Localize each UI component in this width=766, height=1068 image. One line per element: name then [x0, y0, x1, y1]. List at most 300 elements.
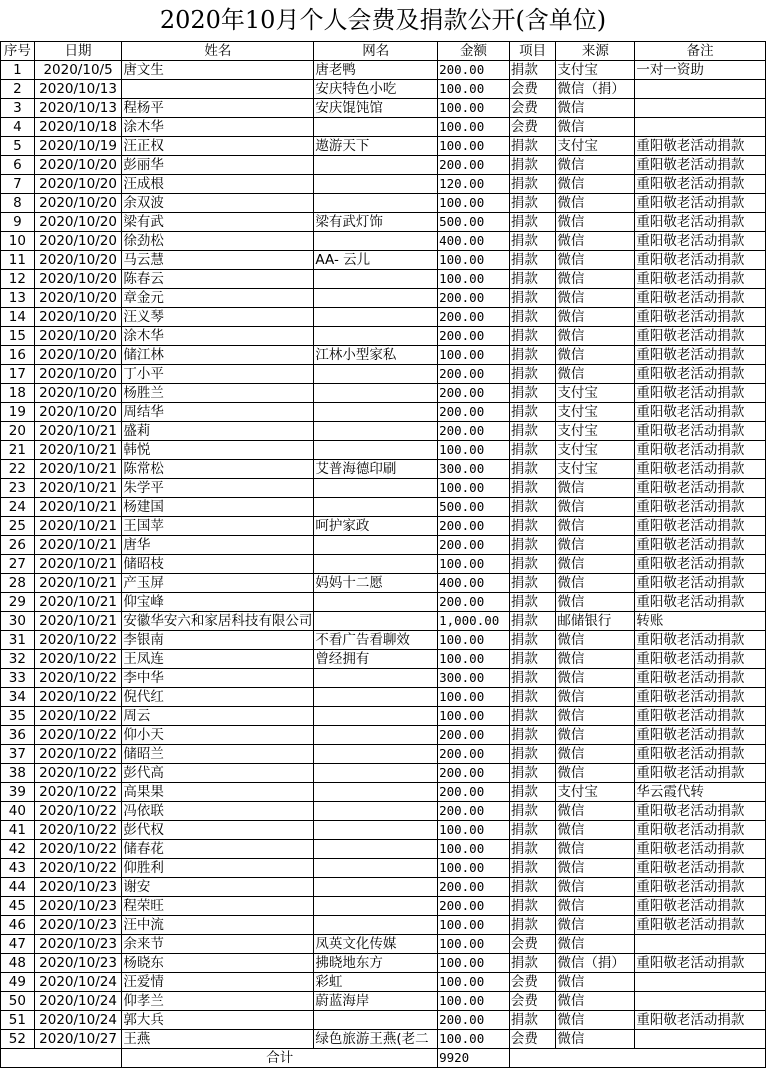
source-cell: 微信	[556, 118, 635, 137]
note-cell: 重阳敬老活动捐款	[635, 441, 766, 460]
seq-cell: 51	[1, 1011, 35, 1030]
item-cell: 会费	[509, 992, 556, 1011]
amount-cell: 400.00	[438, 232, 510, 251]
table-row	[1, 194, 766, 213]
item-cell: 会费	[509, 935, 556, 954]
header-row	[1, 42, 766, 61]
date-cell: 2020/10/24	[34, 1011, 122, 1030]
name-cell: 冯依联	[122, 802, 314, 821]
source-cell: 微信	[556, 1011, 635, 1030]
date-cell: 2020/10/13	[34, 80, 122, 99]
seq-cell: 38	[1, 764, 35, 783]
item-cell: 捐款	[509, 669, 556, 688]
item-cell: 捐款	[509, 61, 556, 80]
note-cell	[635, 80, 766, 99]
seq-cell: 9	[1, 213, 35, 232]
source-cell: 邮储银行	[556, 612, 635, 631]
note-cell: 重阳敬老活动捐款	[635, 650, 766, 669]
date-cell: 2020/10/21	[34, 479, 122, 498]
item-cell: 捐款	[509, 802, 556, 821]
seq-cell: 5	[1, 137, 35, 156]
name-cell: 周云	[122, 707, 314, 726]
name-cell: 储昭枝	[122, 555, 314, 574]
note-cell: 重阳敬老活动捐款	[635, 878, 766, 897]
note-cell: 重阳敬老活动捐款	[635, 859, 766, 878]
source-cell: 微信	[556, 916, 635, 935]
note-cell: 重阳敬老活动捐款	[635, 346, 766, 365]
amount-cell: 200.00	[438, 745, 510, 764]
nickname-cell	[314, 479, 438, 498]
item-cell: 捐款	[509, 593, 556, 612]
nickname-cell: 妈妈十二愿	[314, 574, 438, 593]
total-row	[1, 1049, 766, 1068]
table-row	[1, 384, 766, 403]
table-row	[1, 327, 766, 346]
table-row	[1, 707, 766, 726]
item-cell: 捐款	[509, 175, 556, 194]
table-row	[1, 441, 766, 460]
seq-cell: 48	[1, 954, 35, 973]
item-cell: 捐款	[509, 232, 556, 251]
amount-cell: 100.00	[438, 821, 510, 840]
source-cell: 微信	[556, 821, 635, 840]
source-cell: 微信	[556, 935, 635, 954]
seq-cell: 10	[1, 232, 35, 251]
note-cell: 重阳敬老活动捐款	[635, 479, 766, 498]
amount-cell: 100.00	[438, 194, 510, 213]
name-cell: 彭丽华	[122, 156, 314, 175]
seq-cell: 11	[1, 251, 35, 270]
table-row	[1, 555, 766, 574]
seq-cell: 19	[1, 403, 35, 422]
name-cell: 汪爱情	[122, 973, 314, 992]
name-cell: 仰胜利	[122, 859, 314, 878]
item-cell: 捐款	[509, 346, 556, 365]
seq-cell: 45	[1, 897, 35, 916]
header-amount: 金额	[438, 42, 510, 61]
name-cell: 谢安	[122, 878, 314, 897]
nickname-cell	[314, 327, 438, 346]
total-label: 合计	[122, 1049, 438, 1068]
note-cell: 重阳敬老活动捐款	[635, 897, 766, 916]
date-cell: 2020/10/21	[34, 574, 122, 593]
source-cell: 微信	[556, 840, 635, 859]
source-cell: 微信	[556, 194, 635, 213]
note-cell: 一对一资助	[635, 61, 766, 80]
item-cell: 捐款	[509, 251, 556, 270]
table-row	[1, 289, 766, 308]
table-row	[1, 783, 766, 802]
date-cell: 2020/10/22	[34, 707, 122, 726]
amount-cell: 200.00	[438, 61, 510, 80]
table-row	[1, 536, 766, 555]
item-cell: 捐款	[509, 422, 556, 441]
seq-cell: 43	[1, 859, 35, 878]
table-row	[1, 232, 766, 251]
note-cell: 转账	[635, 612, 766, 631]
table-row	[1, 726, 766, 745]
table-row	[1, 821, 766, 840]
note-cell: 重阳敬老活动捐款	[635, 460, 766, 479]
item-cell: 捐款	[509, 308, 556, 327]
item-cell: 会费	[509, 99, 556, 118]
name-cell: 陈常松	[122, 460, 314, 479]
table-row	[1, 802, 766, 821]
seq-cell: 28	[1, 574, 35, 593]
source-cell: 支付宝	[556, 441, 635, 460]
item-cell: 捐款	[509, 859, 556, 878]
source-cell: 微信	[556, 631, 635, 650]
note-cell: 重阳敬老活动捐款	[635, 631, 766, 650]
total-blank-cell	[509, 1049, 765, 1068]
nickname-cell: 绿色旅游王燕(老二	[314, 1030, 438, 1049]
name-cell: 唐华	[122, 536, 314, 555]
name-cell: 李银南	[122, 631, 314, 650]
note-cell: 重阳敬老活动捐款	[635, 764, 766, 783]
item-cell: 捐款	[509, 536, 556, 555]
date-cell: 2020/10/27	[34, 1030, 122, 1049]
table-row	[1, 745, 766, 764]
nickname-cell	[314, 593, 438, 612]
note-cell: 重阳敬老活动捐款	[635, 669, 766, 688]
nickname-cell	[314, 916, 438, 935]
date-cell: 2020/10/13	[34, 99, 122, 118]
amount-cell: 100.00	[438, 973, 510, 992]
table-row	[1, 118, 766, 137]
name-cell: 李中华	[122, 669, 314, 688]
nickname-cell	[314, 707, 438, 726]
source-cell: 微信	[556, 270, 635, 289]
item-cell: 会费	[509, 1030, 556, 1049]
nickname-cell	[314, 232, 438, 251]
date-cell: 2020/10/22	[34, 840, 122, 859]
nickname-cell	[314, 726, 438, 745]
seq-cell: 50	[1, 992, 35, 1011]
nickname-cell: 彩虹	[314, 973, 438, 992]
date-cell: 2020/10/20	[34, 194, 122, 213]
seq-cell: 23	[1, 479, 35, 498]
note-cell: 重阳敬老活动捐款	[635, 498, 766, 517]
amount-cell: 200.00	[438, 726, 510, 745]
table-row	[1, 61, 766, 80]
source-cell: 微信	[556, 346, 635, 365]
seq-cell: 22	[1, 460, 35, 479]
name-cell: 程荣旺	[122, 897, 314, 916]
table-row	[1, 99, 766, 118]
note-cell: 重阳敬老活动捐款	[635, 137, 766, 156]
table-row	[1, 859, 766, 878]
nickname-cell: 遨游天下	[314, 137, 438, 156]
date-cell: 2020/10/21	[34, 460, 122, 479]
table-row	[1, 612, 766, 631]
nickname-cell: 凤英文化传媒	[314, 935, 438, 954]
note-cell	[635, 118, 766, 137]
name-cell: 杨晓东	[122, 954, 314, 973]
seq-cell: 47	[1, 935, 35, 954]
amount-cell: 1,000.00	[438, 612, 510, 631]
item-cell: 捐款	[509, 479, 556, 498]
item-cell: 捐款	[509, 954, 556, 973]
date-cell: 2020/10/22	[34, 669, 122, 688]
seq-cell: 8	[1, 194, 35, 213]
note-cell: 重阳敬老活动捐款	[635, 726, 766, 745]
seq-cell: 24	[1, 498, 35, 517]
seq-cell: 6	[1, 156, 35, 175]
name-cell: 王国苹	[122, 517, 314, 536]
source-cell: 微信	[556, 555, 635, 574]
table-row	[1, 346, 766, 365]
seq-cell: 15	[1, 327, 35, 346]
seq-cell: 29	[1, 593, 35, 612]
item-cell: 捐款	[509, 783, 556, 802]
note-cell: 重阳敬老活动捐款	[635, 194, 766, 213]
amount-cell: 100.00	[438, 650, 510, 669]
item-cell: 捐款	[509, 194, 556, 213]
amount-cell: 200.00	[438, 289, 510, 308]
item-cell: 捐款	[509, 365, 556, 384]
date-cell: 2020/10/22	[34, 726, 122, 745]
source-cell: 微信	[556, 327, 635, 346]
source-cell: 微信	[556, 650, 635, 669]
seq-cell: 34	[1, 688, 35, 707]
amount-cell: 200.00	[438, 308, 510, 327]
table-row	[1, 479, 766, 498]
amount-cell: 200.00	[438, 422, 510, 441]
source-cell: 支付宝	[556, 61, 635, 80]
source-cell: 微信	[556, 878, 635, 897]
source-cell: 微信（捐）	[556, 954, 635, 973]
seq-cell: 32	[1, 650, 35, 669]
seq-cell: 25	[1, 517, 35, 536]
date-cell: 2020/10/20	[34, 213, 122, 232]
nickname-cell: AA- 云儿	[314, 251, 438, 270]
date-cell: 2020/10/21	[34, 593, 122, 612]
note-cell: 重阳敬老活动捐款	[635, 745, 766, 764]
source-cell: 微信	[556, 156, 635, 175]
seq-cell: 18	[1, 384, 35, 403]
table-row	[1, 840, 766, 859]
item-cell: 捐款	[509, 916, 556, 935]
date-cell: 2020/10/20	[34, 327, 122, 346]
seq-cell: 13	[1, 289, 35, 308]
nickname-cell: 呵护家政	[314, 517, 438, 536]
table-row	[1, 498, 766, 517]
note-cell	[635, 1030, 766, 1049]
name-cell: 汪义琴	[122, 308, 314, 327]
name-cell: 唐文生	[122, 61, 314, 80]
amount-cell: 100.00	[438, 916, 510, 935]
date-cell: 2020/10/20	[34, 156, 122, 175]
source-cell: 微信	[556, 365, 635, 384]
source-cell: 微信	[556, 498, 635, 517]
nickname-cell: 曾经拥有	[314, 650, 438, 669]
total-blank-cell	[1, 1049, 122, 1068]
table-row	[1, 460, 766, 479]
table-row	[1, 213, 766, 232]
amount-cell: 200.00	[438, 593, 510, 612]
amount-cell: 100.00	[438, 688, 510, 707]
header-item: 项目	[509, 42, 556, 61]
note-cell: 重阳敬老活动捐款	[635, 175, 766, 194]
date-cell: 2020/10/5	[34, 61, 122, 80]
amount-cell: 100.00	[438, 346, 510, 365]
table-row	[1, 593, 766, 612]
table-row	[1, 973, 766, 992]
amount-cell: 200.00	[438, 1011, 510, 1030]
nickname-cell: 安庆特色小吃	[314, 80, 438, 99]
amount-cell: 100.00	[438, 1030, 510, 1049]
nickname-cell	[314, 1011, 438, 1030]
name-cell: 韩悦	[122, 441, 314, 460]
name-cell: 涂木华	[122, 118, 314, 137]
table-row	[1, 251, 766, 270]
note-cell: 重阳敬老活动捐款	[635, 840, 766, 859]
date-cell: 2020/10/22	[34, 821, 122, 840]
item-cell: 捐款	[509, 897, 556, 916]
note-cell: 重阳敬老活动捐款	[635, 232, 766, 251]
name-cell: 周结华	[122, 403, 314, 422]
nickname-cell: 不看广告看聊效	[314, 631, 438, 650]
item-cell: 会费	[509, 80, 556, 99]
nickname-cell	[314, 441, 438, 460]
table-row	[1, 954, 766, 973]
item-cell: 捐款	[509, 650, 556, 669]
note-cell: 重阳敬老活动捐款	[635, 1011, 766, 1030]
item-cell: 捐款	[509, 688, 556, 707]
note-cell: 重阳敬老活动捐款	[635, 536, 766, 555]
seq-cell: 2	[1, 80, 35, 99]
seq-cell: 21	[1, 441, 35, 460]
source-cell: 微信	[556, 593, 635, 612]
seq-cell: 16	[1, 346, 35, 365]
source-cell: 微信（捐）	[556, 80, 635, 99]
table-row	[1, 270, 766, 289]
note-cell: 重阳敬老活动捐款	[635, 251, 766, 270]
table-row	[1, 1011, 766, 1030]
seq-cell: 12	[1, 270, 35, 289]
note-cell: 重阳敬老活动捐款	[635, 517, 766, 536]
amount-cell: 300.00	[438, 460, 510, 479]
amount-cell: 120.00	[438, 175, 510, 194]
amount-cell: 100.00	[438, 479, 510, 498]
nickname-cell	[314, 156, 438, 175]
note-cell	[635, 935, 766, 954]
date-cell: 2020/10/19	[34, 137, 122, 156]
nickname-cell	[314, 403, 438, 422]
seq-cell: 31	[1, 631, 35, 650]
sheet-title: 2020年10月个人会费及捐款公开(含单位)	[159, 6, 607, 34]
note-cell: 重阳敬老活动捐款	[635, 365, 766, 384]
source-cell: 支付宝	[556, 460, 635, 479]
nickname-cell	[314, 289, 438, 308]
table-row	[1, 365, 766, 384]
seq-cell: 41	[1, 821, 35, 840]
source-cell: 支付宝	[556, 403, 635, 422]
item-cell: 捐款	[509, 384, 556, 403]
date-cell: 2020/10/20	[34, 175, 122, 194]
date-cell: 2020/10/20	[34, 365, 122, 384]
date-cell: 2020/10/21	[34, 517, 122, 536]
nickname-cell	[314, 308, 438, 327]
source-cell: 微信	[556, 669, 635, 688]
item-cell: 捐款	[509, 270, 556, 289]
item-cell: 捐款	[509, 403, 556, 422]
amount-cell: 500.00	[438, 498, 510, 517]
item-cell: 捐款	[509, 555, 556, 574]
note-cell: 重阳敬老活动捐款	[635, 156, 766, 175]
name-cell: 汪中流	[122, 916, 314, 935]
header-source: 来源	[556, 42, 635, 61]
seq-cell: 35	[1, 707, 35, 726]
note-cell: 重阳敬老活动捐款	[635, 308, 766, 327]
nickname-cell	[314, 365, 438, 384]
nickname-cell: 梁有武灯饰	[314, 213, 438, 232]
seq-cell: 1	[1, 61, 35, 80]
item-cell: 捐款	[509, 137, 556, 156]
nickname-cell	[314, 612, 438, 631]
header-seq: 序号	[1, 42, 35, 61]
note-cell: 重阳敬老活动捐款	[635, 213, 766, 232]
name-cell: 郭大兵	[122, 1011, 314, 1030]
nickname-cell	[314, 878, 438, 897]
item-cell: 捐款	[509, 631, 556, 650]
header-date: 日期	[34, 42, 122, 61]
date-cell: 2020/10/22	[34, 688, 122, 707]
amount-cell: 100.00	[438, 954, 510, 973]
amount-cell: 200.00	[438, 365, 510, 384]
nickname-cell	[314, 783, 438, 802]
item-cell: 捐款	[509, 460, 556, 479]
nickname-cell	[314, 897, 438, 916]
source-cell: 微信	[556, 232, 635, 251]
table-row	[1, 878, 766, 897]
table-row	[1, 137, 766, 156]
source-cell: 微信	[556, 973, 635, 992]
source-cell: 微信	[556, 1030, 635, 1049]
item-cell: 捐款	[509, 840, 556, 859]
table-row	[1, 935, 766, 954]
date-cell: 2020/10/23	[34, 897, 122, 916]
date-cell: 2020/10/20	[34, 289, 122, 308]
amount-cell: 100.00	[438, 99, 510, 118]
name-cell: 储江林	[122, 346, 314, 365]
amount-cell: 200.00	[438, 327, 510, 346]
amount-cell: 100.00	[438, 441, 510, 460]
note-cell: 重阳敬老活动捐款	[635, 574, 766, 593]
item-cell: 会费	[509, 118, 556, 137]
name-cell	[122, 80, 314, 99]
source-cell: 微信	[556, 517, 635, 536]
header-nickname: 网名	[314, 42, 438, 61]
nickname-cell	[314, 764, 438, 783]
date-cell: 2020/10/21	[34, 536, 122, 555]
note-cell: 重阳敬老活动捐款	[635, 802, 766, 821]
amount-cell: 200.00	[438, 156, 510, 175]
seq-cell: 44	[1, 878, 35, 897]
seq-cell: 42	[1, 840, 35, 859]
table-row	[1, 992, 766, 1011]
amount-cell: 200.00	[438, 384, 510, 403]
source-cell: 微信	[556, 802, 635, 821]
source-cell: 微信	[556, 99, 635, 118]
amount-cell: 100.00	[438, 859, 510, 878]
note-cell: 华云霞代转	[635, 783, 766, 802]
seq-cell: 52	[1, 1030, 35, 1049]
name-cell: 程杨平	[122, 99, 314, 118]
nickname-cell	[314, 194, 438, 213]
nickname-cell	[314, 118, 438, 137]
source-cell: 微信	[556, 175, 635, 194]
